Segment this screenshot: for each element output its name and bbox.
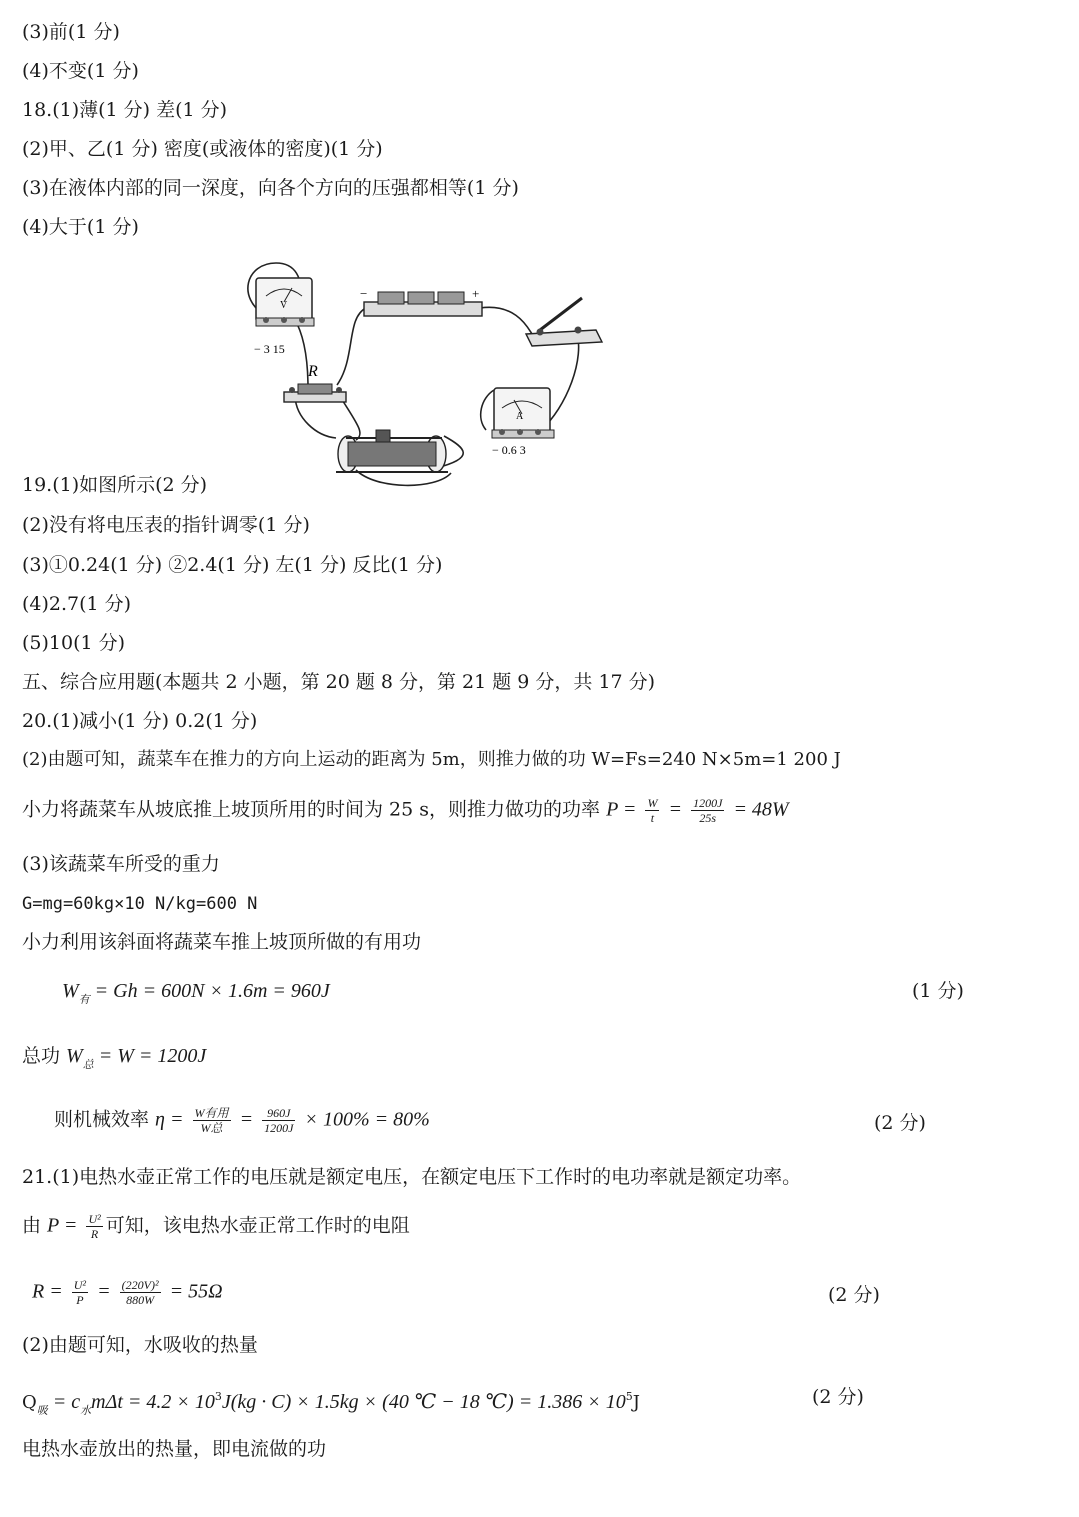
fraction	[691, 796, 724, 825]
heat-formula	[22, 1384, 640, 1424]
fraction-denominator: 1200J	[264, 1121, 294, 1135]
answer-line: (2)甲、乙(1 分) 密度(或液体的密度)(1 分)	[22, 138, 383, 160]
answer-line: 21.(1)电热水壶正常工作的电压就是额定电压，在额定电压下工作时的电功率就是额定功率。	[22, 1166, 802, 1188]
fraction-numerator: W	[647, 796, 658, 810]
battery-minus: −	[360, 286, 368, 301]
resistor-label: R	[308, 363, 318, 380]
resistance-intro-line	[22, 1212, 410, 1241]
answer-line: 19.(1)如图所示(2 分)	[22, 474, 208, 496]
formula-result: × 100% = 80%	[304, 1108, 430, 1131]
fraction-numerator: 960J	[262, 1106, 295, 1121]
fraction	[645, 796, 659, 825]
formula-symbol: η =	[155, 1108, 184, 1131]
fraction-denominator: 880W	[126, 1293, 155, 1307]
answer-line: (3)在液体内部的同一深度，向各个方向的压强都相等(1 分)	[22, 177, 519, 199]
switch-icon	[526, 298, 602, 346]
efficiency-line	[54, 1106, 430, 1135]
formula-text: 可知，该电热水壶正常工作时的电阻	[105, 1214, 410, 1237]
formula-text: 小力将蔬菜车从坡底推上坡顶所用的时间为 25 s，则推力做功的功率	[22, 798, 607, 821]
subscript: 水	[80, 1404, 92, 1417]
score-label: (1 分)	[912, 980, 964, 1002]
score-label: (2 分)	[812, 1386, 864, 1408]
fraction-numerator: W有用	[194, 1106, 229, 1120]
battery-plus: +	[472, 286, 480, 301]
superscript: 5	[625, 1390, 633, 1403]
section-heading: 五、综合应用题(本题共 2 小题，第 20 题 8 分，第 21 题 9 分，共 17 分)	[22, 671, 656, 693]
fraction-denominator: R	[90, 1227, 99, 1241]
fraction-numerator: (220V)²	[121, 1278, 159, 1292]
circuit-diagram	[236, 258, 606, 490]
heat-symbol: Q	[22, 1392, 37, 1413]
resistance-formula	[32, 1278, 223, 1307]
work-symbol: W	[62, 980, 79, 1002]
answer-line: (5)10(1 分)	[22, 632, 126, 654]
fraction-numerator: U²	[73, 1278, 87, 1292]
formula-symbol: R =	[32, 1280, 63, 1303]
fraction	[86, 1212, 102, 1241]
answer-line: 电热水壶放出的热量，即电流做的功	[22, 1438, 327, 1460]
fraction	[120, 1278, 161, 1307]
formula-part: J(kg · C) × 1.5kg × (40 ℃ − 18 ℃) = 1.386 × 10	[221, 1391, 626, 1413]
equals-sign: =	[97, 1280, 111, 1303]
fraction-denominator: P	[76, 1293, 84, 1307]
formula-text: 总功	[22, 1045, 67, 1067]
answer-line: G=mg=60kg×10 N/kg=600 N	[22, 894, 258, 914]
answer-line: 20.(1)减小(1 分) 0.2(1 分)	[22, 710, 258, 732]
formula-rest: = W = 1200J	[93, 1045, 207, 1067]
subscript: 吸	[36, 1404, 48, 1417]
equals-sign: =	[668, 798, 683, 821]
work-symbol: W	[66, 1045, 83, 1067]
answer-line: (3)该蔬菜车所受的重力	[22, 853, 220, 875]
ammeter-letter: A	[516, 411, 524, 422]
fraction-numerator: U²	[88, 1212, 101, 1226]
score-label: (2 分)	[874, 1112, 926, 1134]
subscript: 总	[82, 1058, 94, 1071]
formula-rest: = Gh = 600N × 1.6m = 960J	[89, 980, 330, 1002]
fraction-denominator: t	[650, 811, 655, 825]
equals-sign: =	[239, 1108, 254, 1131]
fraction-numerator: 1200J	[693, 796, 723, 810]
subscript: 有	[78, 994, 90, 1006]
answer-line: (2)没有将电压表的指针调零(1 分)	[22, 514, 310, 536]
formula-part: = c	[47, 1391, 81, 1413]
useful-work-formula	[62, 978, 330, 1013]
voltmeter-terminals: − 3 15	[254, 342, 285, 356]
formula-text: 则机械效率	[54, 1108, 156, 1131]
power-formula-line	[22, 796, 789, 825]
formula-part: mΔt = 4.2 × 10	[91, 1391, 215, 1413]
fraction	[193, 1106, 231, 1135]
answer-line: 小力利用该斜面将蔬菜车推上坡顶所做的有用功	[22, 931, 422, 953]
superscript: 3	[214, 1390, 222, 1403]
answer-line: (3)①0.24(1 分) ②2.4(1 分) 左(1 分) 反比(1 分)	[22, 554, 443, 576]
resistor-icon	[284, 363, 346, 402]
answer-line: (4)不变(1 分)	[22, 60, 139, 82]
answer-line: (4)大于(1 分)	[22, 216, 139, 238]
fraction	[262, 1106, 295, 1135]
formula-symbol: P =	[47, 1214, 78, 1237]
formula-part: J	[632, 1392, 640, 1413]
rheostat-icon	[336, 430, 448, 472]
battery-icon	[360, 286, 482, 316]
voltmeter-letter: V	[280, 300, 288, 311]
answer-line: (2)由题可知，水吸收的热量	[22, 1334, 258, 1356]
answer-line: (3)前(1 分)	[22, 21, 120, 43]
voltmeter-icon	[254, 278, 314, 356]
score-label: (2 分)	[828, 1284, 880, 1306]
formula-result: = 55Ω	[169, 1280, 223, 1303]
fraction	[72, 1278, 88, 1307]
answer-line: (2)由题可知，蔬菜车在推力的方向上运动的距离为 5m，则推力做的功 W=Fs=240 N×5m=1 200 J	[22, 749, 841, 770]
formula-result: = 48W	[733, 798, 789, 821]
formula-symbol: P =	[606, 798, 637, 821]
fraction-denominator: W总	[200, 1121, 223, 1135]
fraction-denominator: 25s	[699, 811, 717, 825]
answer-line: (4)2.7(1 分)	[22, 593, 132, 615]
ammeter-icon	[492, 388, 554, 457]
answer-line: 18.(1)薄(1 分) 差(1 分)	[22, 99, 228, 121]
formula-text: 由	[22, 1214, 48, 1237]
total-work-line	[22, 1043, 206, 1078]
ammeter-terminals: − 0.6 3	[492, 443, 526, 457]
